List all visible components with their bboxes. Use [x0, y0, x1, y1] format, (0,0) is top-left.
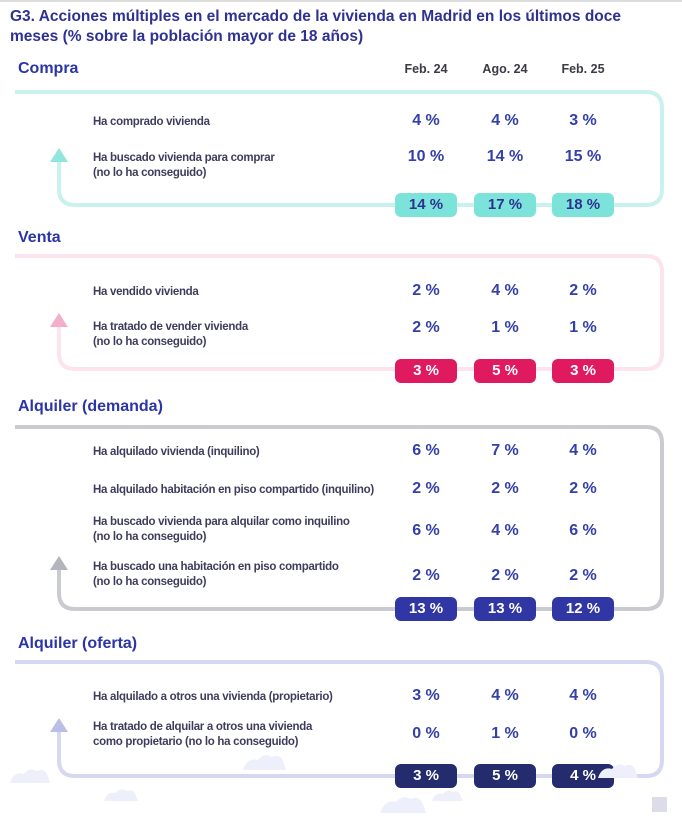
- value-cell: 1 %: [569, 319, 597, 336]
- value-cell: 3 %: [412, 687, 440, 704]
- total-badge: 13 %: [474, 597, 536, 621]
- row-sublabel: (no lo ha conseguido): [93, 336, 207, 348]
- row-sublabel: (no lo ha conseguido): [93, 531, 207, 543]
- row-label: Ha tratado de alquilar a otros una vivienda: [93, 721, 313, 733]
- value-cell: 2 %: [412, 567, 440, 584]
- value-cell: 6 %: [412, 442, 440, 459]
- value-cell: 10 %: [407, 148, 445, 165]
- section-heading: Alquiler (oferta): [18, 635, 138, 652]
- value-cell: 2 %: [412, 319, 440, 336]
- row-sublabel: (no lo ha conseguido): [93, 167, 207, 179]
- row-label: Ha tratado de vender vivienda: [93, 321, 248, 333]
- total-badge: 18 %: [552, 193, 614, 217]
- value-cell: 4 %: [412, 112, 440, 129]
- row-label: Ha buscado vivienda para alquilar como inquilino: [93, 516, 350, 528]
- value-cell: 6 %: [569, 522, 597, 539]
- row-sublabel: como propietario (no lo ha conseguido): [93, 736, 299, 748]
- column-header-ago24: Ago. 24: [482, 62, 528, 76]
- total-badge: 12 %: [552, 597, 614, 621]
- value-cell: 4 %: [491, 522, 519, 539]
- value-cell: 2 %: [569, 567, 597, 584]
- section-heading: Alquiler (demanda): [18, 398, 163, 415]
- value-cell: 14 %: [486, 148, 524, 165]
- row-label: Ha alquilado a otros una vivienda (propietario): [93, 691, 333, 703]
- row-label: Ha comprado vivienda: [93, 116, 210, 128]
- value-cell: 2 %: [491, 480, 519, 497]
- value-cell: 1 %: [491, 319, 519, 336]
- total-badge: 17 %: [474, 193, 536, 217]
- section-heading: Venta: [18, 229, 61, 246]
- value-cell: 0 %: [569, 725, 597, 742]
- total-badge: 3 %: [395, 764, 457, 788]
- corner-decoration: [652, 797, 667, 812]
- total-badge: 14 %: [395, 193, 457, 217]
- row-label: Ha vendido vivienda: [93, 286, 199, 298]
- row-label: Ha buscado una habitación en piso compartido: [93, 561, 339, 573]
- column-header-feb24: Feb. 24: [404, 62, 448, 76]
- column-header-feb25: Feb. 25: [561, 62, 605, 76]
- total-badge: 13 %: [395, 597, 457, 621]
- value-cell: 0 %: [412, 725, 440, 742]
- value-cell: 1 %: [491, 725, 519, 742]
- row-label: Ha buscado vivienda para comprar: [93, 152, 275, 164]
- section-heading: Compra: [18, 60, 79, 77]
- total-badge: 4 %: [552, 764, 614, 788]
- value-cell: 7 %: [491, 442, 519, 459]
- value-cell: 15 %: [564, 148, 602, 165]
- value-cell: 4 %: [569, 442, 597, 459]
- total-badge: 5 %: [474, 764, 536, 788]
- row-label: Ha alquilado vivienda (inquilino): [93, 446, 260, 458]
- chart-title: G3. Acciones múltiples en el mercado de la vivienda en Madrid en los últimos doce meses (% sobre la población mayor de 18 años): [10, 8, 621, 45]
- value-cell: 4 %: [491, 687, 519, 704]
- total-badge: 5 %: [474, 359, 536, 383]
- value-cell: 4 %: [491, 112, 519, 129]
- total-badge: 3 %: [552, 359, 614, 383]
- value-cell: 2 %: [412, 480, 440, 497]
- value-cell: 6 %: [412, 522, 440, 539]
- row-label: Ha alquilado habitación en piso compartido (inquilino): [93, 484, 374, 496]
- row-sublabel: (no lo ha conseguido): [93, 576, 207, 588]
- value-cell: 4 %: [491, 282, 519, 299]
- value-cell: 2 %: [569, 282, 597, 299]
- value-cell: 2 %: [491, 567, 519, 584]
- value-cell: 2 %: [412, 282, 440, 299]
- value-cell: 3 %: [569, 112, 597, 129]
- value-cell: 4 %: [569, 687, 597, 704]
- total-badge: 3 %: [395, 359, 457, 383]
- value-cell: 2 %: [569, 480, 597, 497]
